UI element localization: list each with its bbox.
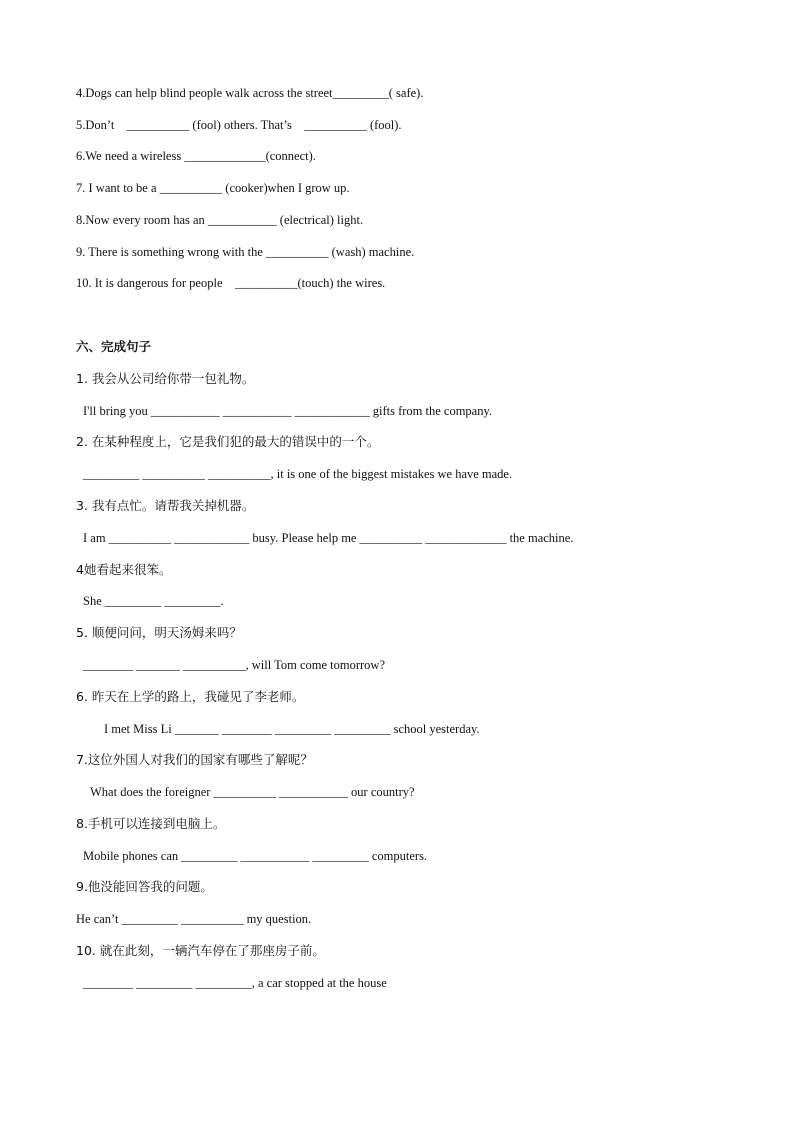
sentence-prompt-8: 8.手机可以连接到电脑上。: [76, 816, 226, 831]
sentence-prompt-10: 10. 就在此刻，一辆汽车停在了那座房子前。: [76, 943, 325, 958]
sentence-prompt-9: 9.他没能回答我的问题。: [76, 879, 213, 894]
exercise-item-4: 4.Dogs can help blind people walk across the street_________( safe).: [76, 86, 424, 100]
exercise-item-9: 9. There is something wrong with the __________ (wash) machine.: [76, 245, 415, 259]
sentence-answer-5: ________ _______ __________, will Tom come tomorrow?: [83, 658, 385, 672]
exercise-item-6: 6.We need a wireless _____________(connect).: [76, 149, 316, 163]
sentence-answer-9: He can’t _________ __________ my question.: [76, 912, 312, 926]
sentence-answer-1: I'll bring you ___________ ___________ ____________ gifts from the company.: [83, 404, 493, 418]
sentence-prompt-1: 1. 我会从公司给你带一包礼物。: [76, 371, 255, 386]
sentence-answer-10: ________ _________ _________, a car stopped at the house: [83, 976, 387, 990]
sentence-answer-7: What does the foreigner __________ ___________ our country?: [90, 785, 415, 799]
sentence-prompt-3: 3. 我有点忙。请帮我关掉机器。: [76, 498, 255, 513]
exercise-item-8: 8.Now every room has an ___________ (electrical) light.: [76, 213, 364, 227]
sentence-prompt-6: 6. 昨天在上学的路上，我碰见了李老师。: [76, 689, 305, 704]
exercise-item-5: 5.Don’t __________ (fool) others. That’s __________ (fool).: [76, 118, 402, 132]
sentence-answer-2: _________ __________ __________, it is one of the biggest mistakes we have made.: [83, 467, 513, 481]
sentence-answer-8: Mobile phones can _________ ___________ _________ computers.: [83, 849, 428, 863]
sentence-answer-6: I met Miss Li _______ ________ _________ _________ school yesterday.: [104, 722, 480, 736]
sentence-answer-3: I am __________ ____________ busy. Please help me __________ _____________ the machine.: [83, 531, 574, 545]
exercise-item-10: 10. It is dangerous for people __________(touch) the wires.: [76, 276, 386, 290]
section-heading: 六、完成句子: [76, 339, 152, 354]
sentence-answer-4: She _________ _________.: [83, 594, 224, 608]
exercise-item-7: 7. I want to be a __________ (cooker)when I grow up.: [76, 181, 350, 195]
sentence-prompt-7: 7.这位外国人对我们的国家有哪些了解呢？: [76, 752, 313, 767]
sentence-prompt-2: 2. 在某种程度上，它是我们犯的最大的错误中的一个。: [76, 434, 380, 449]
sentence-prompt-4: 4她看起来很笨。: [76, 562, 172, 577]
sentence-prompt-5: 5. 顺便问问，明天汤姆来吗？: [76, 625, 242, 640]
